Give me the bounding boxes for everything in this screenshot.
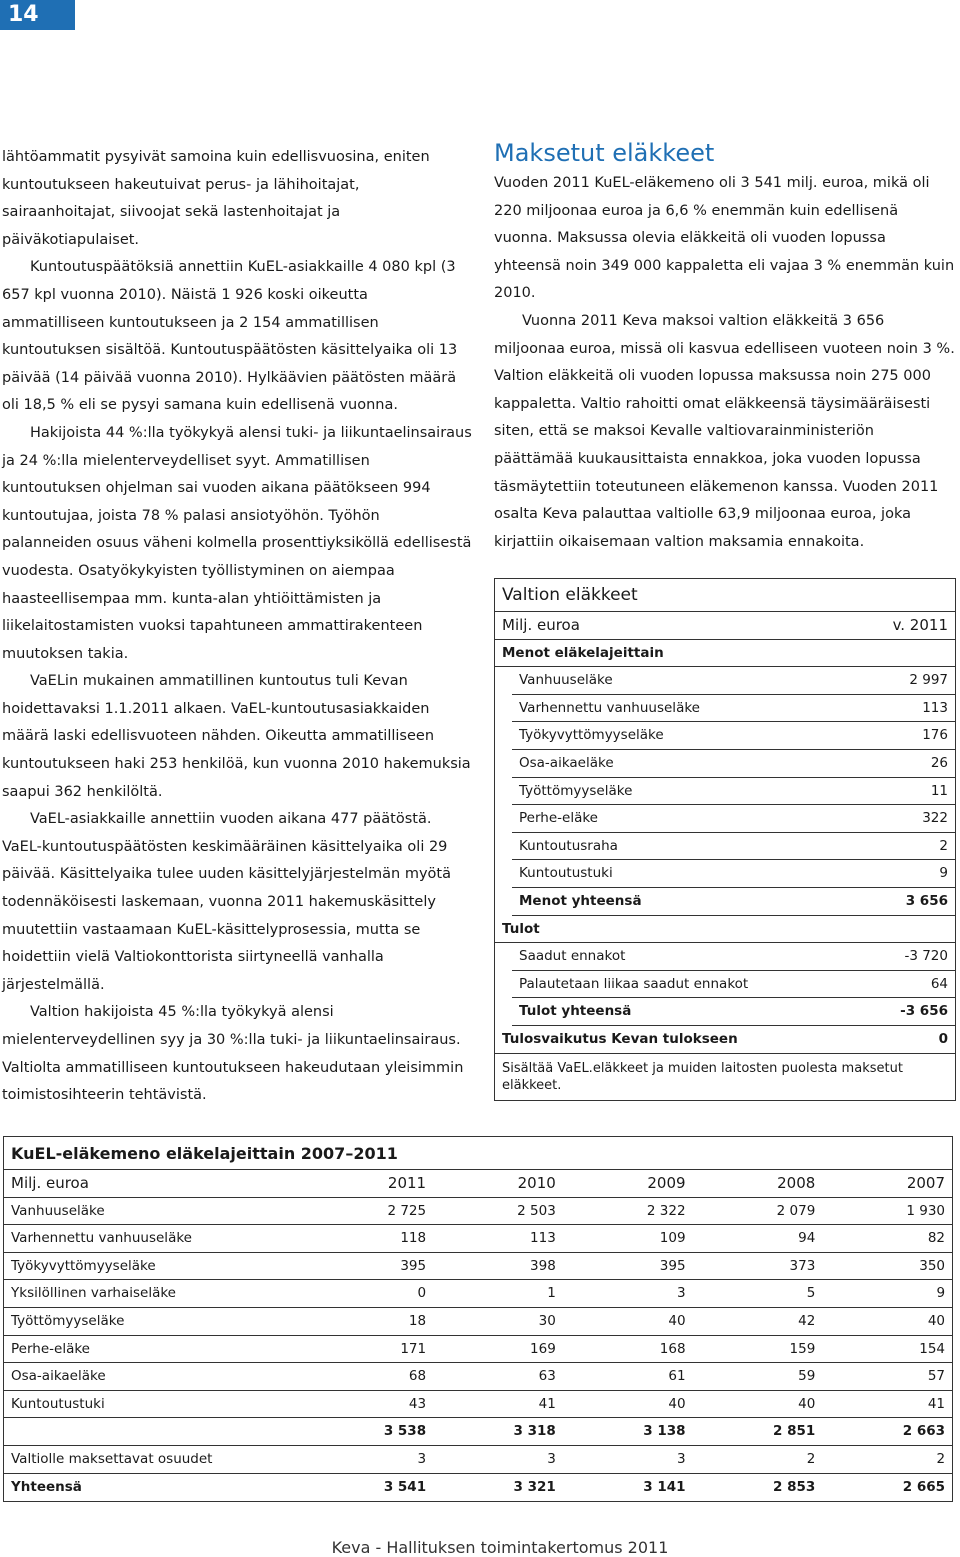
table-row	[4, 1391, 952, 1419]
total-label: Tulot yhteensä	[519, 1003, 632, 1020]
cell-value: 5	[806, 1285, 816, 1302]
cell-value: 2 853	[773, 1478, 816, 1495]
body-paragraph: VaELin mukainen ammatillinen kuntoutus tuli Kevan hoidettavaksi 1.1.2011 alkaen. VaEL-kuntoutusasiakkaiden määrä laski edellisvuoteen nähden. Oikeutta ammatilliseen kuntoutukseen haki 253 henkilöä, kun vuonna 2010 hakemuksia saapui 362 henkilöltä.	[2, 673, 471, 800]
cell-value: 9	[936, 1285, 946, 1302]
row-label: Osa-aikaeläke	[11, 1368, 106, 1385]
body-paragraph: Hakijoista 44 %:lla työkykyä alensi tuki- ja liikuntaelinsairaus ja 24 %:lla mielenterveydelliset syyt. Ammatillisen kuntoutuksen ohjelman sai vuoden aikana päätökseen 994 kuntoutujaa, joista 78 % palasi ansiotyöhön. Työhön palanneiden osuus väheni kolmella prosenttiyksiköllä edellisestä vuodesta. Osatyökykyisten työllistyminen on aiempaa haasteellisempaa mm. kunta-alan yhtiöittämisten ja liikelaitostamisten vuoksi tapahtuneen ammattirakenteen muutoksen takia.	[2, 424, 472, 662]
cell-value: 59	[798, 1368, 816, 1385]
table-row	[512, 943, 955, 971]
table-row	[512, 833, 955, 861]
cell-value: 40	[668, 1312, 686, 1329]
cell-value: 43	[408, 1395, 427, 1412]
row-label: Varhennettu vanhuuseläke	[519, 699, 700, 716]
table-note: Sisältää VaEL.eläkkeet ja muiden laitosten puolesta maksetut eläkkeet.	[502, 1060, 903, 1093]
cell-value: 61	[668, 1368, 686, 1385]
cell-value: 2 665	[902, 1478, 946, 1495]
cell-value: 350	[919, 1257, 946, 1274]
row-label: Perhe-eläke	[519, 810, 598, 827]
cell-value: 2	[936, 1450, 946, 1467]
table-row	[512, 667, 955, 695]
row-value: 26	[930, 754, 948, 771]
row-value: 64	[930, 975, 948, 992]
cell-value: 68	[408, 1368, 427, 1385]
section-label: Menot eläkelajeittain	[502, 644, 664, 661]
row-label	[4, 1418, 303, 1445]
year-header: 2010	[517, 1174, 556, 1192]
row-value: 113	[922, 699, 948, 716]
row-label: Kuntoutusraha	[519, 837, 618, 854]
cell-value: 40	[798, 1395, 816, 1412]
cell-value: 2 322	[646, 1202, 686, 1219]
cell-value: 2 663	[902, 1423, 946, 1440]
table-row	[512, 860, 955, 888]
cell-value: 2 725	[387, 1202, 427, 1219]
table-row	[4, 1225, 952, 1253]
cell-value: 2 851	[773, 1423, 816, 1440]
cell-value: 395	[659, 1257, 686, 1274]
row-label: Kuntoutustuki	[11, 1395, 105, 1412]
row-value: 9	[939, 865, 948, 882]
table-row	[4, 1363, 952, 1391]
row-value: 176	[922, 727, 948, 744]
row-label: Yksilöllinen varhaiseläke	[11, 1285, 176, 1302]
section-label: Tulot	[502, 920, 540, 937]
cell-value: 40	[927, 1312, 946, 1329]
row-label: Yhteensä	[11, 1478, 82, 1495]
cell-value: 2 079	[776, 1202, 816, 1219]
row-value: 2 997	[909, 672, 948, 689]
table-row	[4, 1474, 952, 1502]
table-row	[512, 695, 955, 723]
cell-value: 171	[400, 1340, 427, 1357]
section-row	[495, 640, 955, 668]
cell-value: 3 141	[643, 1478, 686, 1495]
cell-value: 3 318	[513, 1423, 556, 1440]
cell-value: 40	[668, 1395, 686, 1412]
total-row	[512, 888, 955, 916]
cell-value: 118	[400, 1230, 427, 1247]
section-row	[495, 916, 955, 944]
cell-value: 3	[676, 1285, 686, 1302]
row-label: Kuntoutustuki	[519, 865, 613, 882]
table-title: Valtion eläkkeet	[495, 579, 955, 612]
cell-value: 42	[798, 1312, 816, 1329]
right-text-column	[494, 138, 956, 556]
table-row	[4, 1446, 952, 1474]
year-header: 2007	[906, 1174, 946, 1192]
cell-value: 57	[927, 1368, 946, 1385]
total-value: -3 656	[900, 1003, 948, 1020]
year-header: 2009	[647, 1174, 686, 1192]
row-label: Saadut ennakot	[519, 948, 626, 965]
unit-label: Milj. euroa	[11, 1174, 89, 1192]
row-label: Työttömyyseläke	[519, 782, 633, 799]
row-label: Työkyvyttömyyseläke	[519, 727, 664, 744]
page-number: 14	[0, 0, 75, 30]
body-paragraph: Vuonna 2011 Keva maksoi valtion eläkkeitä 3 656 miljoonaa euroa, missä oli kasvua edelliseen vuoteen noin 3 %. Valtion eläkkeitä oli vuoden lopussa maksussa noin 275 000 kappaletta. Valtio rahoitti omat eläkkeensä täysimääräisesti siten, että se maksoi Kevalle valtiovarainministeriön päättämää kuukausittaista ennakkoa, joka vuoden lopussa täsmäytettiin toteutuneen eläkemenon kanssa. Vuoden 2011 osalta Keva palauttaa valtiolle 63,9 miljoonaa euroa, joka kirjattiin oikaisemaan valtion maksamia ennakoita.	[494, 312, 955, 550]
cell-value: 159	[789, 1340, 816, 1357]
valtion-elakkeet-table	[494, 578, 956, 1101]
table-row	[512, 971, 955, 999]
cell-value: 113	[530, 1230, 556, 1247]
cell-value: 18	[408, 1312, 427, 1329]
row-label: Vanhuuseläke	[11, 1202, 105, 1219]
left-text-column	[2, 144, 472, 1110]
result-row	[495, 1026, 955, 1054]
table-row	[4, 1418, 952, 1446]
cell-value: 94	[798, 1230, 816, 1247]
body-paragraph: Vuoden 2011 KuEL-eläkemeno oli 3 541 milj. euroa, mikä oli 220 miljoonaa euroa ja 6,6 % enemmän kuin edellisenä vuonna. Maksussa olevia eläkkeitä oli vuoden lopussa yhteensä noin 349 000 kappaletta eli vajaa 3 % enemmän kuin 2010.	[494, 175, 955, 302]
body-paragraph: VaEL-asiakkaille annettiin vuoden aikana 477 päätöstä. VaEL-kuntoutuspäätösten keskimääräinen käsittelyaika oli 29 päivää. Käsittelyaika tulee uuden käsittelyjärjestelmän myötä todennäköisesti laskemaan, vuonna 2011 hakemuskäsittely muutettiin vastaamaan KuEL-käsittelyprosessia, mutta se hoidettiin vielä Valtiokonttorista siirtyneellä vanhalla järjestelmällä.	[2, 811, 452, 993]
cell-value: 109	[659, 1230, 686, 1247]
cell-value: 3 138	[643, 1423, 686, 1440]
table-header-row	[495, 612, 955, 640]
cell-value: 3 538	[383, 1423, 427, 1440]
kuel-elakemeno-table	[3, 1136, 953, 1502]
cell-value: 168	[659, 1340, 686, 1357]
cell-value: 3 541	[383, 1478, 427, 1495]
body-paragraph: Valtion hakijoista 45 %:lla työkykyä alensi mielenterveydellinen syy ja 30 %:lla tuki- ja liikuntaelinsairaus. Valtiolta ammatilliseen kuntoutukseen hakeudutaan yleisimmin toimistosihteerin tehtävistä.	[2, 1004, 464, 1104]
body-paragraph: lähtöammatit pysyivät samoina kuin edellisvuosina, eniten kuntoutukseen hakeutuivat perus- ja lähihoitajat, sairaanhoitajat, siivoojat sekä lastenhoitajat ja päiväkotiapulaiset.	[2, 149, 430, 248]
table-row	[512, 722, 955, 750]
row-value: 322	[922, 810, 948, 827]
cell-value: 3	[547, 1450, 556, 1467]
cell-value: 3 321	[513, 1478, 556, 1495]
table-row	[512, 778, 955, 806]
year-label: v. 2011	[892, 616, 948, 634]
cell-value: 0	[417, 1285, 427, 1302]
cell-value: 30	[538, 1312, 556, 1329]
cell-value: 2 503	[517, 1202, 556, 1219]
row-label: Osa-aikaeläke	[519, 754, 614, 771]
section-heading: Maksetut eläkkeet	[494, 139, 715, 167]
cell-value: 3	[417, 1450, 427, 1467]
cell-value: 63	[538, 1368, 556, 1385]
cell-value: 2	[806, 1450, 816, 1467]
cell-value: 41	[538, 1395, 556, 1412]
row-label: Työttömyyseläke	[11, 1312, 125, 1329]
total-value: 3 656	[905, 892, 948, 909]
cell-value: 1	[547, 1285, 556, 1302]
row-label: Perhe-eläke	[11, 1340, 90, 1357]
row-value: -3 720	[904, 948, 948, 965]
body-paragraph: Kuntoutuspäätöksiä annettiin KuEL-asiakkaille 4 080 kpl (3 657 kpl vuonna 2010). Näistä 1 926 koski oikeutta ammatilliseen kuntoutukseen ja 2 154 ammatillisen kuntoutuksen sisältöä. Kuntoutuspäätösten käsittelyaika oli 13 päivää (14 päivää vuonna 2010). Hylkäävien päätösten määrä oli 18,5 % eli se pysyi samana kuin edellisenä vuonna.	[2, 259, 458, 414]
table-title: KuEL-eläkemeno eläkelajeittain 2007–2011	[4, 1137, 952, 1170]
year-header: 2011	[387, 1174, 427, 1192]
cell-value: 395	[400, 1257, 427, 1274]
cell-value: 82	[927, 1230, 946, 1247]
cell-value: 169	[530, 1340, 556, 1357]
cell-value: 3	[676, 1450, 686, 1467]
table-row	[4, 1198, 952, 1226]
row-label: Varhennettu vanhuuseläke	[11, 1230, 192, 1247]
row-label: Valtiolle maksettavat osuudet	[11, 1450, 213, 1467]
row-label: Vanhuuseläke	[519, 672, 613, 689]
result-value: 0	[938, 1030, 948, 1047]
table-row	[4, 1308, 952, 1336]
unit-label: Milj. euroa	[502, 616, 580, 634]
page-footer: Keva - Hallituksen toimintakertomus 2011	[331, 1538, 669, 1557]
cell-value: 373	[789, 1257, 816, 1274]
table-row	[4, 1280, 952, 1308]
table-row	[4, 1336, 952, 1364]
table-row	[4, 1253, 952, 1281]
year-header: 2008	[777, 1174, 816, 1192]
table-row	[512, 805, 955, 833]
row-label: Työkyvyttömyyseläke	[11, 1257, 156, 1274]
row-label: Palautetaan liikaa saadut ennakot	[519, 975, 749, 992]
cell-value: 41	[927, 1395, 946, 1412]
cell-value: 154	[919, 1340, 946, 1357]
row-value: 2	[939, 837, 948, 854]
table-header-row	[4, 1170, 952, 1198]
total-label: Menot yhteensä	[519, 892, 642, 909]
total-row	[512, 998, 955, 1026]
table-row	[512, 750, 955, 778]
cell-value: 1 930	[906, 1202, 946, 1219]
result-label: Tulosvaikutus Kevan tulokseen	[502, 1030, 738, 1047]
cell-value: 398	[530, 1257, 556, 1274]
row-value: 11	[930, 782, 948, 799]
